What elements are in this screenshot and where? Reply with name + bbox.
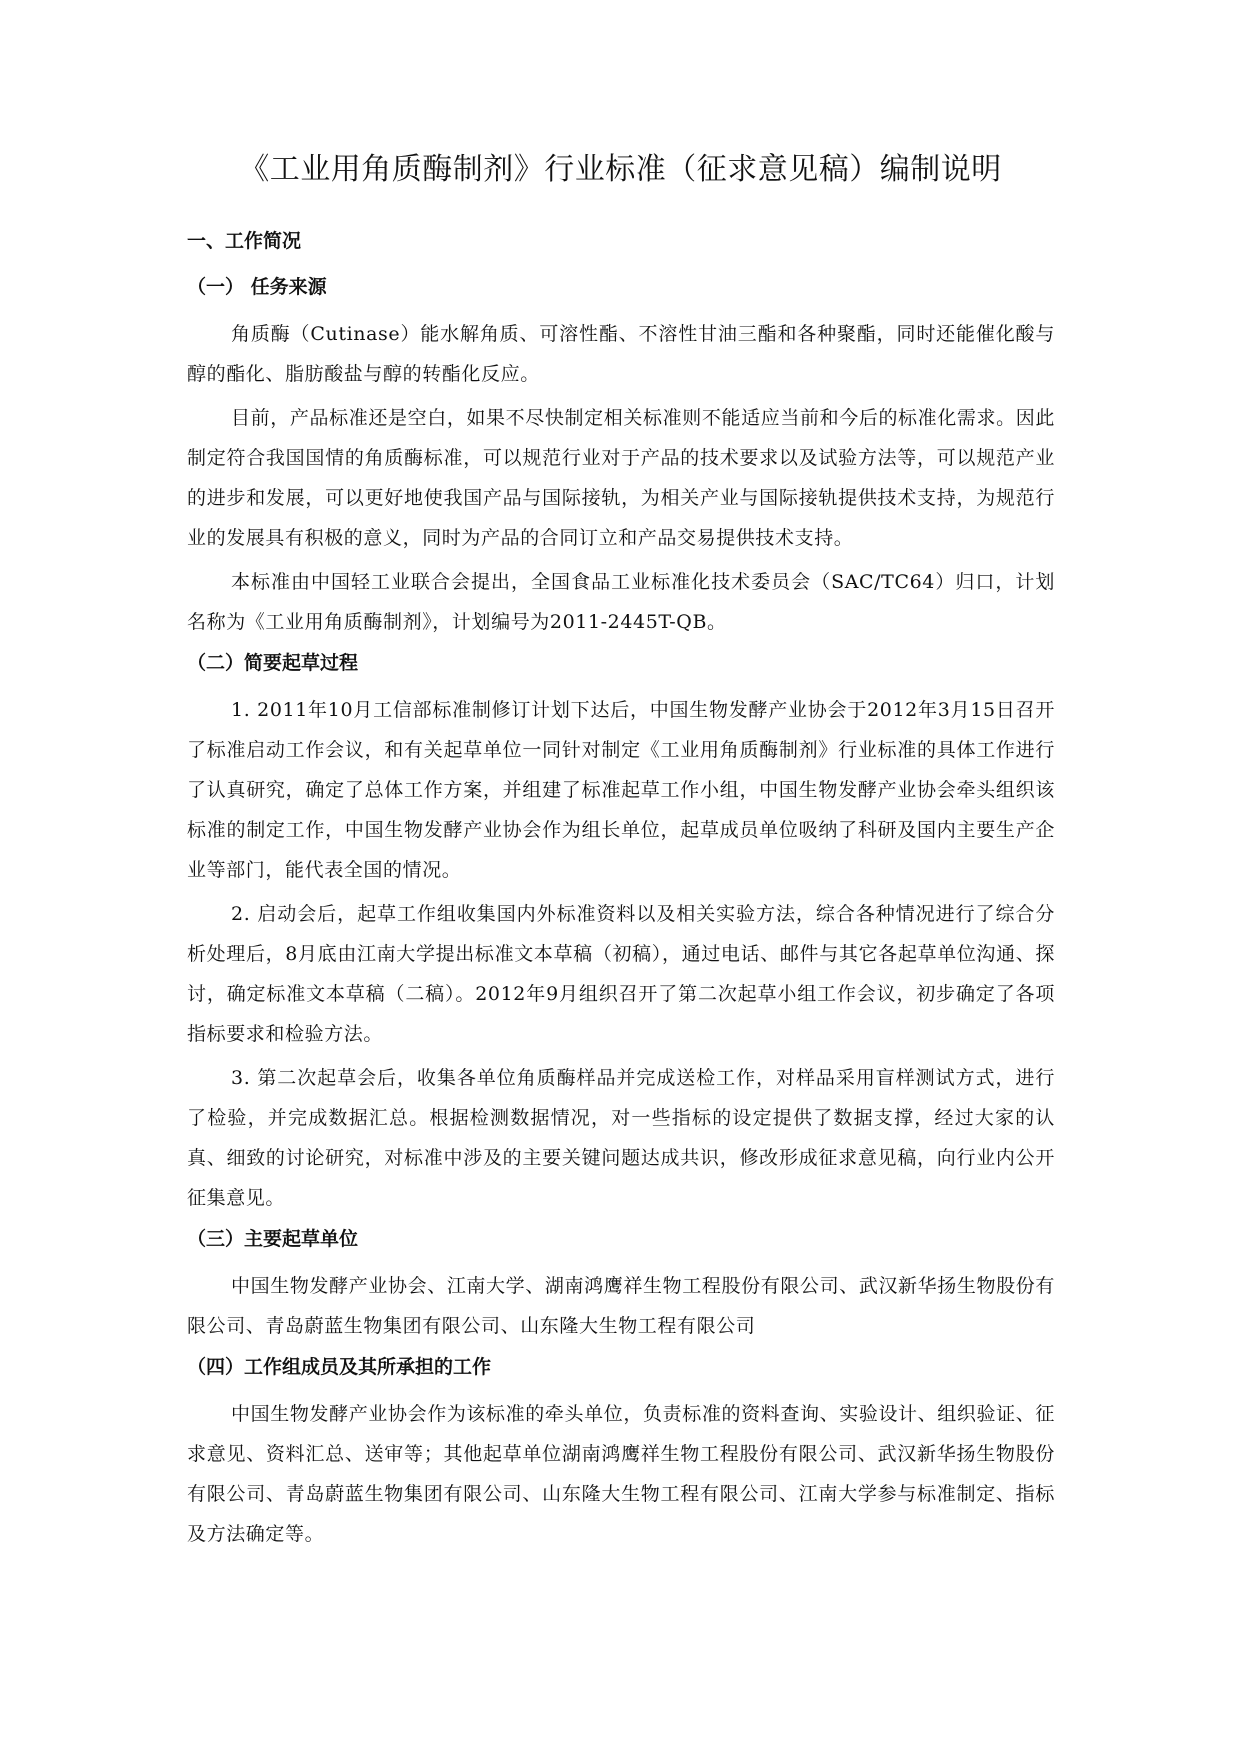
paragraph: 2. 启动会后，起草工作组收集国内外标准资料以及相关实验方法，综合各种情况进行了综合分析处理后，8月底由江南大学提出标准文本草稿（初稿），通过电话、邮件与其它各起草单位沟通、探讨，确定标准文本草稿（二稿）。2012年9月组织召开了第二次起草小组工作会议，初步确定了各项指标要求和检验方法。	[187, 903, 1055, 1045]
paragraph: 本标准由中国轻工业联合会提出，全国食品工业标准化技术委员会（SAC/TC64）归口，计划名称为《工业用角质酶制剂》，计划编号为2011-2445T-QB。	[187, 571, 1055, 633]
paragraph: 角质酶（Cutinase）能水解角质、可溶性酯、不溶性甘油三酯和各种聚酯，同时还能催化酸与醇的酯化、脂肪酸盐与醇的转酯化反应。	[187, 323, 1055, 385]
paragraph: 中国生物发酵产业协会作为该标准的牵头单位，负责标准的资料查询、实验设计、组织验证、征求意见、资料汇总、送审等；其他起草单位湖南鸿鹰祥生物工程股份有限公司、武汉新华扬生物股份有限公司、青岛蔚蓝生物集团有限公司、山东隆大生物工程有限公司、江南大学参与标准制定、指标及方法确定等。	[187, 1403, 1055, 1545]
paragraph: 3. 第二次起草会后，收集各单位角质酶样品并完成送检工作，对样品采用盲样测试方式，进行了检验，并完成数据汇总。根据检测数据情况，对一些指标的设定提供了数据支撑，经过大家的认真、细致的讨论研究，对标准中涉及的主要关键问题达成共识，修改形成征求意见稿，向行业内公开征集意见。	[187, 1067, 1055, 1209]
paragraph: 中国生物发酵产业协会、江南大学、湖南鸿鹰祥生物工程股份有限公司、武汉新华扬生物股份有限公司、青岛蔚蓝生物集团有限公司、山东隆大生物工程有限公司	[187, 1275, 1055, 1337]
subsection-heading-drafting-process: （二）简要起草过程	[187, 652, 359, 674]
paragraph: 1. 2011年10月工信部标准制修订计划下达后，中国生物发酵产业协会于2012年3月15日召开了标准启动工作会议，和有关起草单位一同针对制定《工业用角质酶制剂》行业标准的具体工作进行了认真研究，确定了总体工作方案，并组建了标准起草工作小组，中国生物发酵产业协会牵头组织该标准的制定工作，中国生物发酵产业协会作为组长单位，起草成员单位吸纳了科研及国内主要生产企业等部门，能代表全国的情况。	[187, 699, 1055, 881]
subsection-heading-members-and-work: （四）工作组成员及其所承担的工作	[187, 1356, 492, 1378]
paragraph: 目前，产品标准还是空白，如果不尽快制定相关标准则不能适应当前和今后的标准化需求。因此制定符合我国国情的角质酶标准，可以规范行业对于产品的技术要求以及试验方法等，可以规范产业的进步和发展，可以更好地使我国产品与国际接轨，为相关产业与国际接轨提供技术支持，为规范行业的发展具有积极的意义，同时为产品的合同订立和产品交易提供技术支持。	[187, 407, 1055, 549]
subsection-heading-drafting-units: （三）主要起草单位	[187, 1228, 359, 1250]
document-body	[187, 228, 1055, 1558]
subsection-heading-task-source: （一） 任务来源	[187, 276, 327, 298]
section-heading-work-overview: 一、工作简况	[187, 230, 302, 252]
document-title: 《工业用角质酶制剂》行业标准（征求意见稿）编制说明	[239, 152, 1002, 187]
